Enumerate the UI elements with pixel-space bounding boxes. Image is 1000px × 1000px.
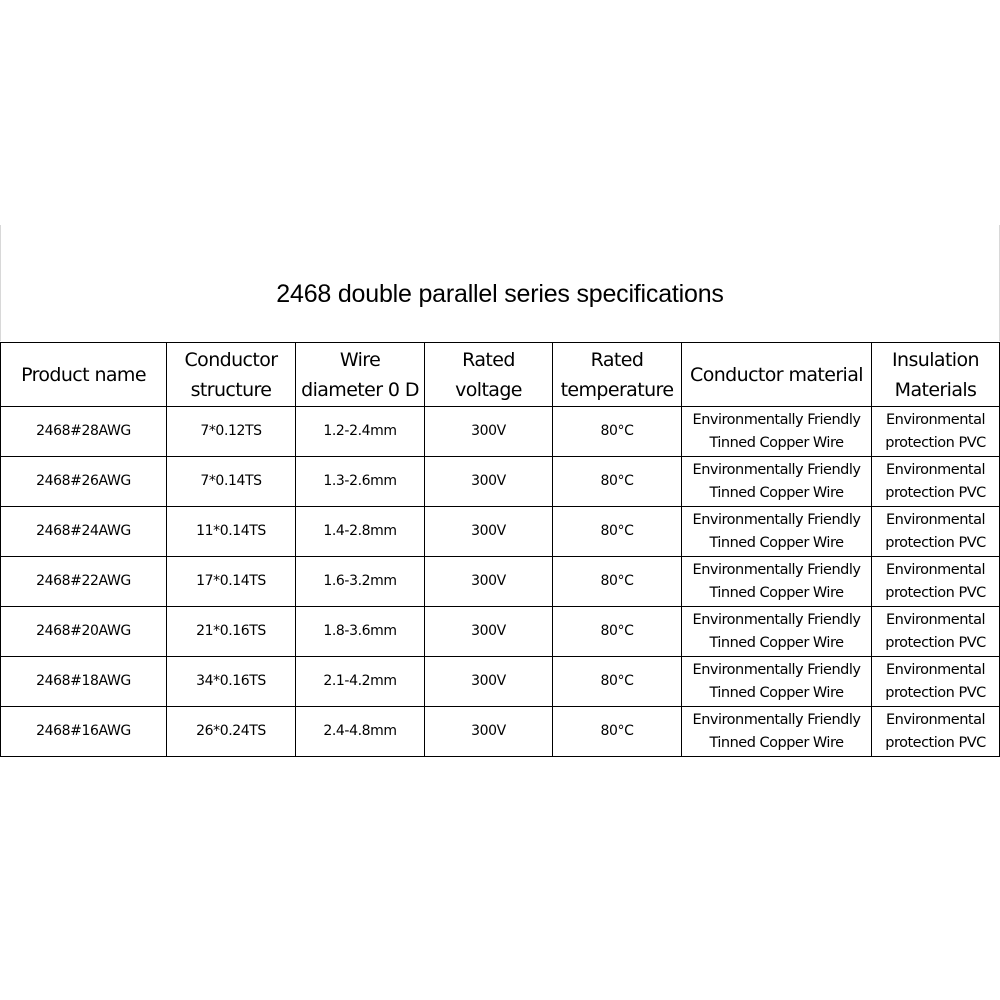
header-row <box>1 343 1000 407</box>
conductor-structure-cell: 34*0.16TS <box>167 657 296 707</box>
insulation-material-cell: Environmental protection PVC <box>872 707 1000 757</box>
conductor-structure-cell: 7*0.12TS <box>167 407 296 457</box>
header-conductor-structure: Conductor structure <box>167 343 296 407</box>
wire-diameter-cell: 1.8-3.6mm <box>296 607 425 657</box>
conductor-structure-cell: 11*0.14TS <box>167 507 296 557</box>
header-rated-voltage: Rated voltage <box>425 343 553 407</box>
insulation-material-cell: Environmental protection PVC <box>872 407 1000 457</box>
header-product-name: Product name <box>1 343 167 407</box>
rated-voltage-cell: 300V <box>425 607 553 657</box>
conductor-structure-cell: 7*0.14TS <box>167 457 296 507</box>
conductor-structure-cell: 21*0.16TS <box>167 607 296 657</box>
wire-diameter-cell: 1.3-2.6mm <box>296 457 425 507</box>
product-name-cell: 2468#22AWG <box>1 557 167 607</box>
wire-diameter-cell: 2.4-4.8mm <box>296 707 425 757</box>
conductor-material-cell: Environmentally Friendly Tinned Copper Wire <box>682 657 872 707</box>
table-row <box>1 457 1000 507</box>
rated-voltage-cell: 300V <box>425 507 553 557</box>
table-row <box>1 557 1000 607</box>
conductor-material-cell: Environmentally Friendly Tinned Copper Wire <box>682 507 872 557</box>
product-name-cell: 2468#20AWG <box>1 607 167 657</box>
table-row <box>1 607 1000 657</box>
insulation-material-cell: Environmental protection PVC <box>872 607 1000 657</box>
wire-diameter-cell: 1.6-3.2mm <box>296 557 425 607</box>
conductor-structure-cell: 26*0.24TS <box>167 707 296 757</box>
rated-temperature-cell: 80°C <box>553 707 682 757</box>
rated-temperature-cell: 80°C <box>553 657 682 707</box>
table-row <box>1 657 1000 707</box>
header-wire-diameter: Wire diameter 0 D <box>296 343 425 407</box>
rated-temperature-cell: 80°C <box>553 507 682 557</box>
conductor-material-cell: Environmentally Friendly Tinned Copper Wire <box>682 707 872 757</box>
header-conductor-material: Conductor material <box>682 343 872 407</box>
conductor-material-cell: Environmentally Friendly Tinned Copper Wire <box>682 457 872 507</box>
wire-diameter-cell: 1.4-2.8mm <box>296 507 425 557</box>
product-name-cell: 2468#16AWG <box>1 707 167 757</box>
product-name-cell: 2468#18AWG <box>1 657 167 707</box>
wire-diameter-cell: 2.1-4.2mm <box>296 657 425 707</box>
insulation-material-cell: Environmental protection PVC <box>872 507 1000 557</box>
rated-voltage-cell: 300V <box>425 457 553 507</box>
product-name-cell: 2468#28AWG <box>1 407 167 457</box>
conductor-material-cell: Environmentally Friendly Tinned Copper Wire <box>682 607 872 657</box>
rated-voltage-cell: 300V <box>425 407 553 457</box>
table-row <box>1 707 1000 757</box>
conductor-structure-cell: 17*0.14TS <box>167 557 296 607</box>
table-row <box>1 407 1000 457</box>
table-row <box>1 507 1000 557</box>
rated-temperature-cell: 80°C <box>553 457 682 507</box>
conductor-material-cell: Environmentally Friendly Tinned Copper Wire <box>682 407 872 457</box>
insulation-material-cell: Environmental protection PVC <box>872 557 1000 607</box>
rated-voltage-cell: 300V <box>425 657 553 707</box>
rated-temperature-cell: 80°C <box>553 557 682 607</box>
rated-voltage-cell: 300V <box>425 707 553 757</box>
rated-temperature-cell: 80°C <box>553 407 682 457</box>
page-title: 2468 double parallel series specifications <box>276 280 724 308</box>
rated-temperature-cell: 80°C <box>553 607 682 657</box>
insulation-material-cell: Environmental protection PVC <box>872 657 1000 707</box>
rated-voltage-cell: 300V <box>425 557 553 607</box>
header-insulation-materials: Insulation Materials <box>872 343 1000 407</box>
specifications-table <box>0 342 1000 757</box>
product-name-cell: 2468#24AWG <box>1 507 167 557</box>
wire-diameter-cell: 1.2-2.4mm <box>296 407 425 457</box>
conductor-material-cell: Environmentally Friendly Tinned Copper Wire <box>682 557 872 607</box>
header-rated-temperature: Rated temperature <box>553 343 682 407</box>
insulation-material-cell: Environmental protection PVC <box>872 457 1000 507</box>
product-name-cell: 2468#26AWG <box>1 457 167 507</box>
